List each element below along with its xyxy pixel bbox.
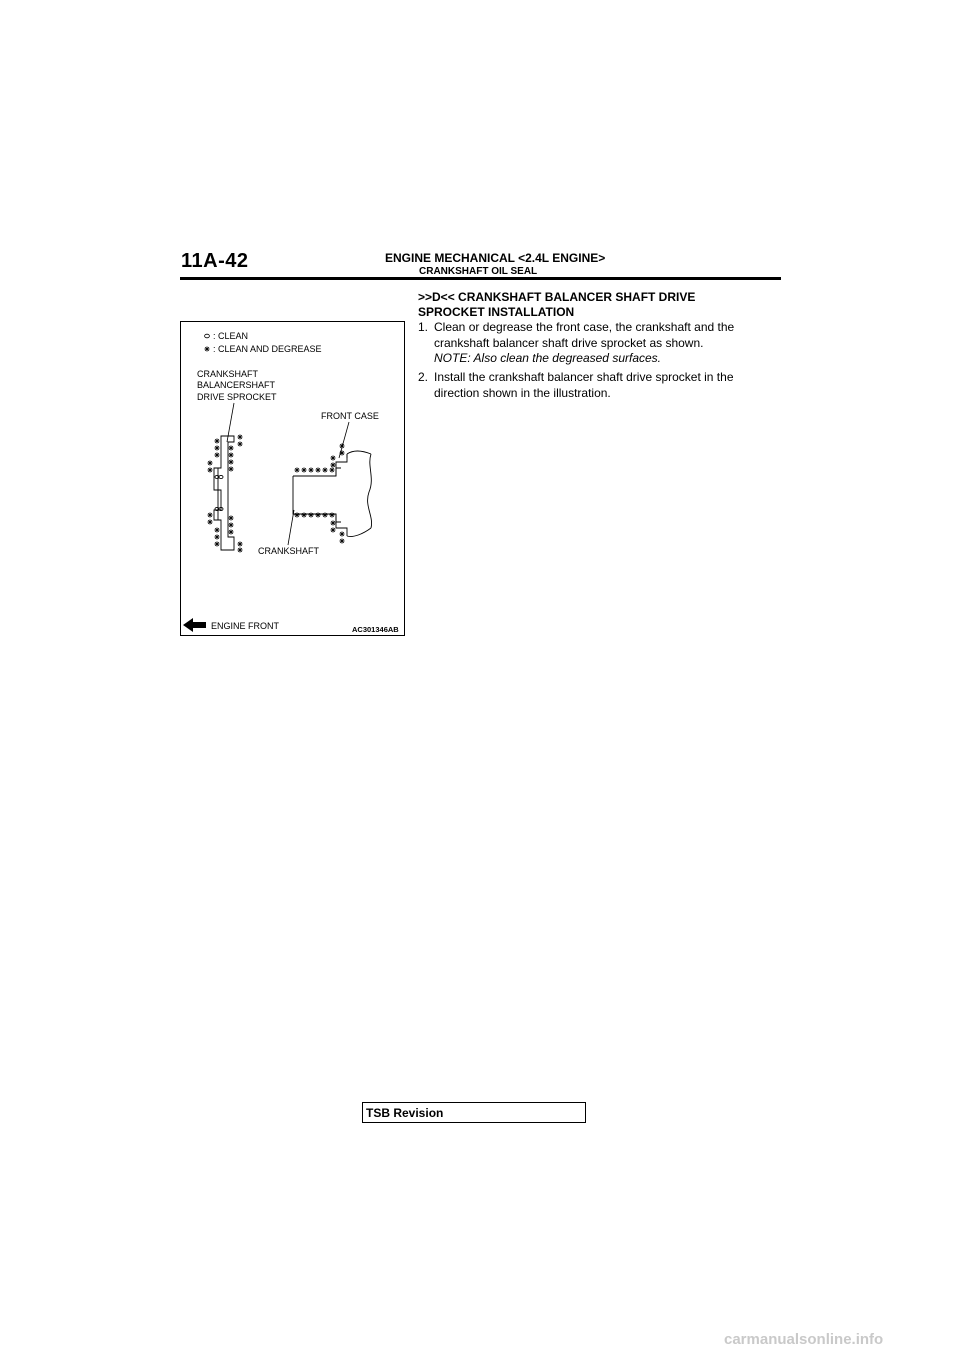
legend-clean-row — [205, 331, 248, 341]
sprocket-label-line2: BALANCERSHAFT — [197, 380, 276, 390]
header-rule — [180, 277, 781, 280]
engine-front-arrow-icon — [183, 618, 206, 632]
engine-front-label: ENGINE FRONT — [211, 621, 280, 631]
page-number: 11A-42 — [181, 250, 249, 272]
step-1 — [418, 319, 780, 351]
degrease-symbol-icon — [204, 346, 209, 351]
step-1-number: 1. — [418, 320, 429, 334]
legend-degrease-label: : CLEAN AND DEGREASE — [213, 344, 322, 354]
header-title: ENGINE MECHANICAL <2.4L ENGINE> — [385, 251, 606, 265]
front-case-label: FRONT CASE — [321, 411, 379, 421]
figure-code: AC301346AB — [352, 625, 399, 634]
note: NOTE: Also clean the degreased surfaces. — [434, 351, 662, 365]
header-subtitle: CRANKSHAFT OIL SEAL — [419, 266, 538, 277]
watermark: carmanualsonline.info — [724, 1331, 884, 1348]
crankshaft-degrease-marks — [294, 443, 344, 543]
figure-illustration — [181, 322, 404, 635]
clean-symbol-icon — [205, 334, 210, 338]
step-2-text: Install the crankshaft balancer shaft drive sprocket in the direction shown in the illustration. — [434, 370, 734, 400]
crankshaft-label: CRANKSHAFT — [258, 546, 320, 556]
sprocket-degrease-marks — [207, 434, 242, 552]
legend-clean-label: : CLEAN — [213, 331, 249, 341]
section-heading-line2: SPROCKET INSTALLATION — [418, 305, 575, 319]
footer-label: TSB Revision — [366, 1106, 444, 1120]
step-1-text: Clean or degrease the front case, the crankshaft and the crankshaft balancer shaft drive sprocket as shown. — [434, 320, 735, 350]
sprocket-label-line1: CRANKSHAFT — [197, 369, 259, 379]
step-2 — [418, 369, 780, 401]
section-heading-line1: >>D<< CRANKSHAFT BALANCER SHAFT DRIVE — [418, 290, 696, 304]
step-2-number: 2. — [418, 370, 429, 384]
sprocket-label-line3: DRIVE SPROCKET — [197, 392, 277, 402]
section-heading — [418, 290, 778, 320]
legend-degrease-row — [204, 344, 321, 354]
crankshaft-leader-line — [288, 510, 294, 545]
